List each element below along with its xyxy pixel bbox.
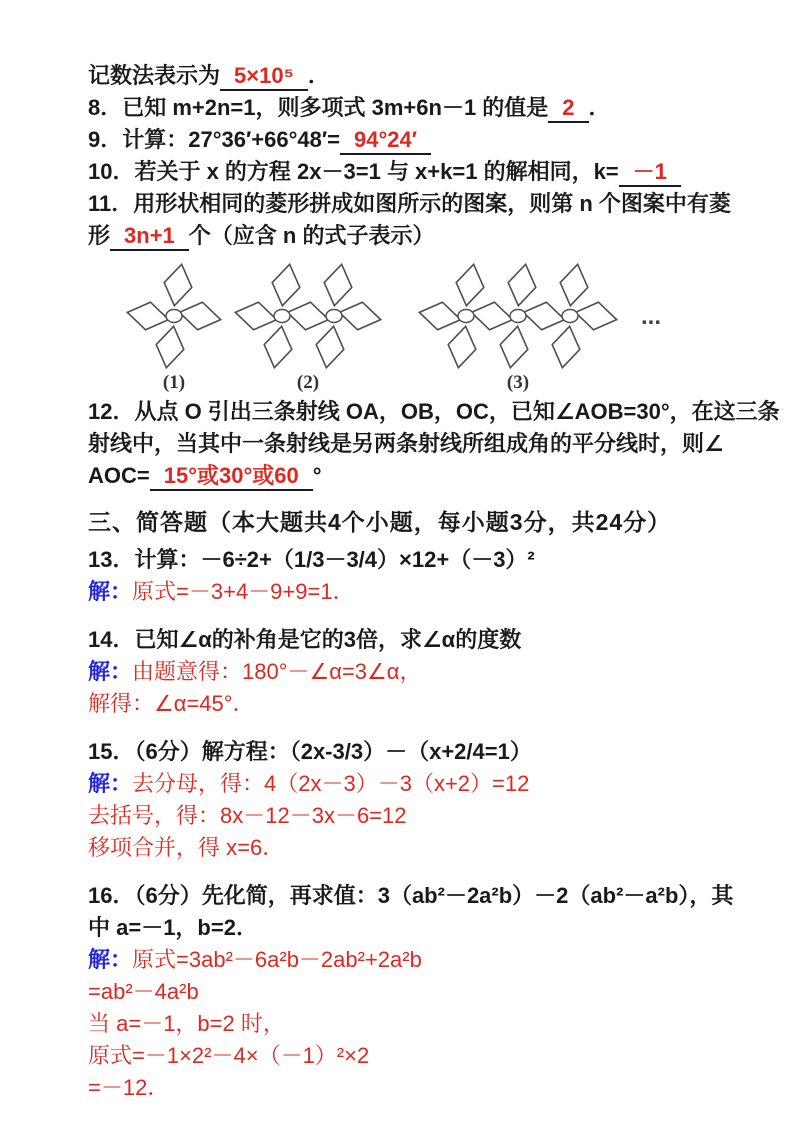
q12-prefix-text: AOC= <box>88 463 150 488</box>
q8-answer-blank: 2 <box>548 95 588 123</box>
q8-suffix-text: ． <box>588 95 611 120</box>
question-16 <box>88 880 734 1104</box>
question-15-solution-line2: 去括号，得：8x－12－3x－6=12 <box>88 803 407 828</box>
question-16-solution-line3: 当 a=－1，b=2 时， <box>88 1011 285 1036</box>
question-10 <box>88 156 729 188</box>
continuation-ellipsis: ... <box>641 303 662 330</box>
pattern-3-group <box>417 262 619 370</box>
pattern-3-hub-circle <box>562 310 578 323</box>
q7-answer-blank: 5×10⁵ <box>220 63 308 91</box>
q14-solution-text-1: 由题意得：180°－∠α=3∠α， <box>132 659 422 684</box>
question-15-solution-line1 <box>88 768 729 800</box>
question-15-text: 15．（6分）解方程：（2x-3/3）－（x+2/4=1） <box>88 739 532 764</box>
q15-solution-text-1: 去分母，得：4（2x－3）－3（x+2）=12 <box>132 771 530 796</box>
question-8 <box>88 92 729 124</box>
rhombus-pattern-svg <box>114 256 698 394</box>
q12-suffix-text: ° <box>312 463 322 488</box>
question-16-solution-line1 <box>88 944 729 976</box>
question-16-text-line1: 16．（6分）先化简，再求值：3（ab²－2a²b）－2（ab²－a²b），其 <box>88 883 734 908</box>
question-12 <box>88 396 780 492</box>
pattern-1-hub-circle <box>166 310 182 323</box>
pattern-1-label: (1) <box>162 372 186 393</box>
question-14-solution-line1 <box>88 656 729 688</box>
question-12-line1: 12．从点 O 引出三条射线 OA，OB，OC，已知∠AOB=30°，在这三条 <box>88 399 780 424</box>
fill-in-blank-section <box>88 60 729 252</box>
question-14-solution-line2: 解得：∠α=45°． <box>88 691 255 716</box>
question-16-solution-line4: 原式=－1×2²－4×（－1）²×2 <box>88 1043 370 1068</box>
question-13 <box>88 544 729 608</box>
question-11-line2 <box>88 220 729 252</box>
question-16-solution-line5: =－12． <box>88 1075 170 1100</box>
question-15 <box>88 736 729 864</box>
q16-solution-text-1: 原式=3ab²－6a²b－2ab²+2a²b <box>132 947 422 972</box>
question-15-solution-line3: 移项合并，得 x=6． <box>88 835 285 860</box>
jie-label: 解： <box>88 579 133 604</box>
pattern-3-hub-circle <box>510 310 526 323</box>
pattern-3-label: (3) <box>506 372 530 393</box>
pattern-2-label: (2) <box>296 372 320 393</box>
question-11-line1: 11．用形状相同的菱形拼成如图所示的图案，则第 n 个图案中有菱 <box>88 191 731 216</box>
jie-label: 解： <box>88 771 133 796</box>
pattern-2-hub-circle <box>326 310 342 323</box>
question-16-solution-line2: =ab²－4a²b <box>88 979 199 1004</box>
pattern-3-hub-circle <box>458 310 474 323</box>
question-7-tail <box>88 60 729 92</box>
question-12-line3 <box>88 460 729 492</box>
section-3-title: 三、简答题（本大题共4个小题，每小题3分，共24分） <box>88 509 672 535</box>
q10-answer-blank: －1 <box>619 159 681 187</box>
pattern-2-group <box>233 262 383 370</box>
jie-label: 解： <box>88 947 133 972</box>
q7-prefix-text: 记数法表示为 <box>88 63 221 88</box>
question-14-text: 14．已知∠α的补角是它的3倍，求∠α的度数 <box>88 627 522 652</box>
q13-solution-text: 原式=－3+4－9+9=1． <box>132 579 355 604</box>
question-13-text: 13．计算：－6÷2+（1/3－3/4）×12+（－3）² <box>88 547 535 572</box>
pattern-2-hub-circle <box>274 310 290 323</box>
q8-prefix-text: 8．已知 m+2n=1，则多项式 3m+6n－1 的值是 <box>88 95 549 120</box>
question-14 <box>88 624 729 720</box>
rhombus-pattern-figure <box>114 256 729 394</box>
pattern-1-group <box>125 262 223 370</box>
q11-prefix-text: 形 <box>88 223 111 248</box>
q9-prefix-text: 9．计算：27°36′+66°48′= <box>88 127 340 152</box>
q11-answer-blank: 3n+1 <box>110 223 189 251</box>
q7-suffix-text: ． <box>307 63 330 88</box>
question-16-text-line2: 中 a=－1，b=2． <box>88 915 258 940</box>
q9-answer-blank: 94°24′ <box>340 127 431 155</box>
question-12-line2: 射线中，当其中一条射线是另两条射线所组成角的平分线时，则∠ <box>88 431 724 456</box>
question-13-solution <box>88 576 729 608</box>
jie-label: 解： <box>88 659 133 684</box>
q10-prefix-text: 10．若关于 x 的方程 2x－3=1 与 x+k=1 的解相同，k= <box>88 159 619 184</box>
q11-suffix-text: 个（应含 n 的式子表示） <box>188 223 435 248</box>
q12-answer-blank: 15°或30°或60 <box>150 463 313 491</box>
question-9 <box>88 124 729 156</box>
